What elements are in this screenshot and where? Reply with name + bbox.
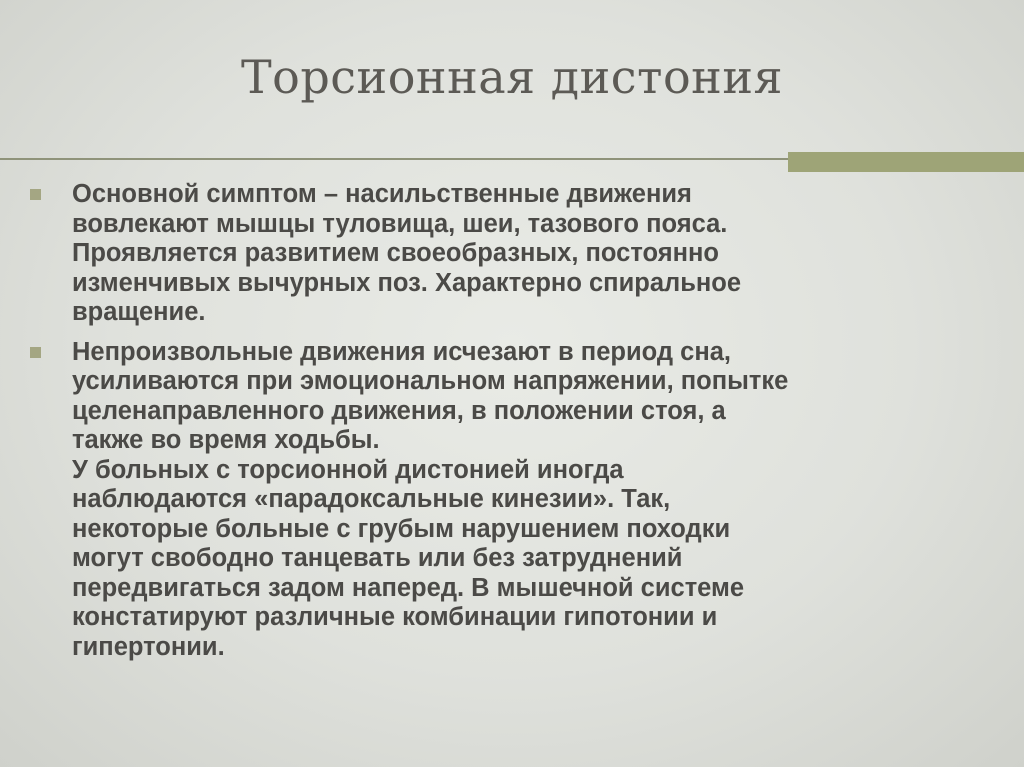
bullet-line: также во время ходьбы. [72, 426, 380, 454]
bullet-item-involuntary-movements [30, 338, 990, 663]
bullet-line: передвигаться задом наперед. В мышечной системе [72, 573, 745, 602]
bullet-line: Проявляется развитием своеобразных, постоянно [72, 239, 720, 267]
bullet-line: изменчивых вычурных поз. Характерно спиральное [72, 268, 742, 297]
bullet-line: гипертонии. [72, 632, 225, 661]
bullet-line: могут свободно танцевать или без затруднений [72, 544, 683, 572]
bullet-item-symptom [30, 180, 990, 328]
bullet-line: У больных с торсионной дистонией иногда [72, 455, 624, 484]
slide-body [30, 180, 990, 672]
bullet-line: некоторые больные с грубым нарушением походки [72, 514, 731, 543]
square-bullet-icon [30, 189, 41, 200]
bullet-line: констатируют различные комбинации гипотонии и [72, 603, 718, 631]
bullet-line: целенаправленного движения, в положении стоя, а [72, 396, 726, 425]
bullet-line: усиливаются при эмоциональном напряжении, попытке [72, 367, 789, 395]
bullet-line: вовлекают мышцы туловища, шеи, тазового пояса. [72, 209, 728, 238]
bullet-line: вращение. [72, 298, 206, 326]
bullet-line: Непроизвольные движения исчезают в период сна, [72, 337, 731, 366]
slide-title: Торсионная дистония [240, 50, 784, 104]
bullet-line: Основной симптом – насильственные движения [72, 180, 692, 208]
square-bullet-icon [30, 347, 41, 358]
title-accent-bar [788, 152, 1024, 172]
bullet-line: наблюдаются «парадоксальные кинезии». Так, [72, 485, 671, 513]
